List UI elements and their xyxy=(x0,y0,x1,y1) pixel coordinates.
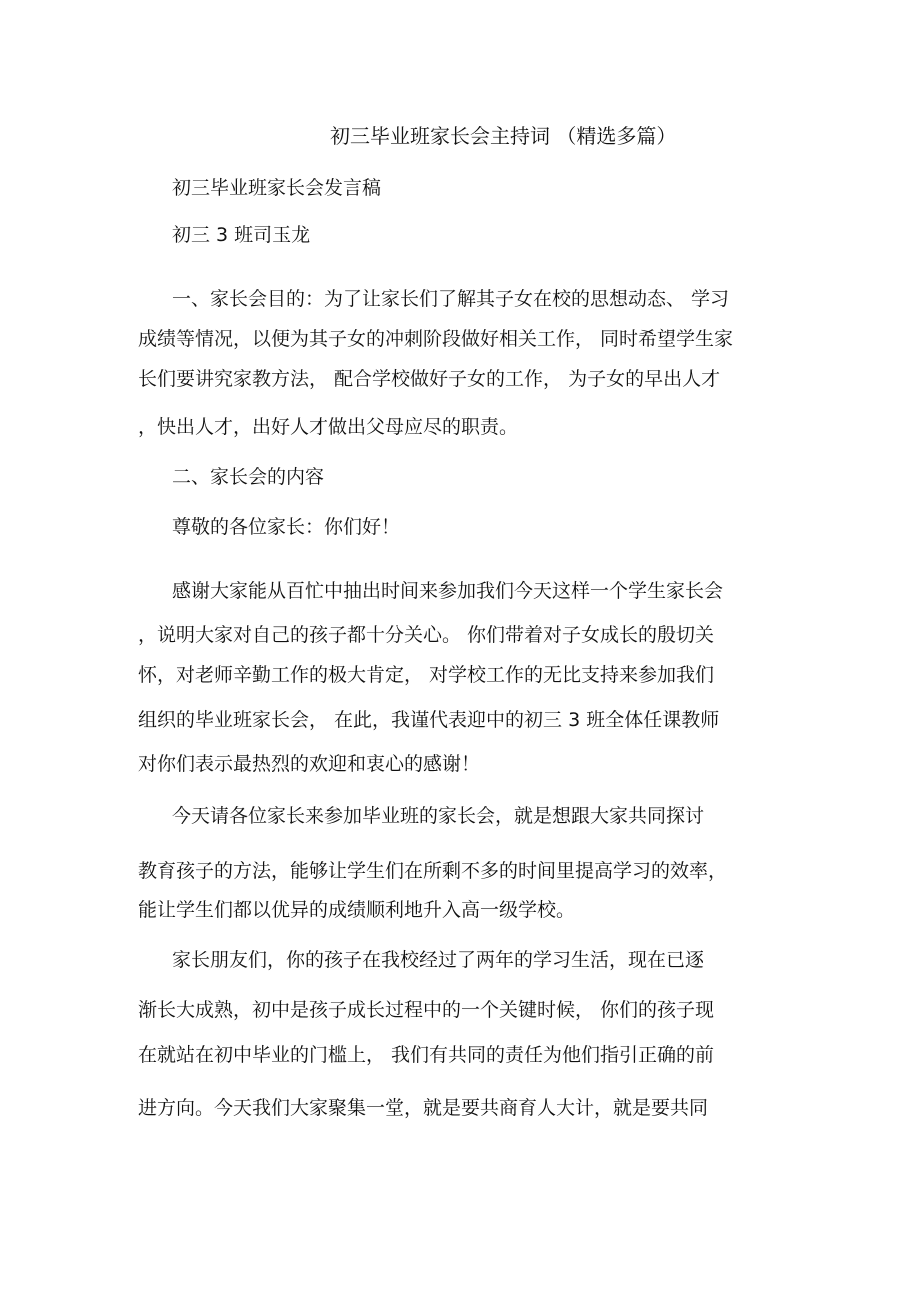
text-line: 怀，对老师辛勤工作的极大肯定， 对学校工作的无比支持来参加我们 xyxy=(138,664,715,686)
section-heading: 二、家长会的内容 xyxy=(172,466,325,488)
text-line: 感谢大家能从百忙中抽出时间来参加我们今天这样一个学生家长会 xyxy=(172,580,724,602)
text-line: 进方向。今天我们大家聚集一堂，就是要共商育人大计，就是要共同 xyxy=(138,1097,709,1119)
text-line: 成绩等情况，以便为其子女的冲刺阶段做好相关工作， 同时希望学生家 xyxy=(138,328,734,350)
text-line: 组织的毕业班家长会， 在此，我谨代表迎中的初三 3 班全体任课教师 xyxy=(138,709,720,731)
text-line: 对你们表示最热烈的欢迎和衷心的感谢！ xyxy=(138,753,481,775)
text-line: 能让学生们都以优异的成绩顺利地升入高一级学校。 xyxy=(138,899,576,921)
text-line: 今天请各位家长来参加毕业班的家长会，就是想跟大家共同探讨 xyxy=(172,805,705,827)
text-line: 初三 3 班司玉龙 xyxy=(172,224,311,246)
text-line: ，快出人才，出好人才做出父母应尽的职责。 xyxy=(138,416,519,438)
text-line: 渐长大成熟，初中是孩子成长过程中的一个关键时候， 你们的孩子现 xyxy=(138,999,715,1021)
text-line: 一、家长会目的：为了让家长们了解其子女在校的思想动态、 学习 xyxy=(172,288,730,310)
text-line: 家长朋友们，你的孩子在我校经过了两年的学习生活，现在已逐 xyxy=(172,949,705,971)
text-line: 长们要讲究家教方法， 配合学校做好子女的工作， 为子女的早出人才 xyxy=(138,368,721,390)
greeting-line: 尊敬的各位家长：你们好！ xyxy=(172,516,401,538)
text-line: ，说明大家对自己的孩子都十分关心。 你们带着对子女成长的殷切关 xyxy=(138,624,715,646)
text-line: 在就站在初中毕业的门槛上， 我们有共同的责任为他们指引正确的前 xyxy=(138,1044,715,1066)
text-line: 教育孩子的方法，能够让学生们在所剩不多的时间里提高学习的效率， xyxy=(138,860,728,882)
document-title: 初三毕业班家长会主持词 （精选多篇） xyxy=(330,124,677,148)
text-line: 初三毕业班家长会发言稿 xyxy=(172,177,382,199)
